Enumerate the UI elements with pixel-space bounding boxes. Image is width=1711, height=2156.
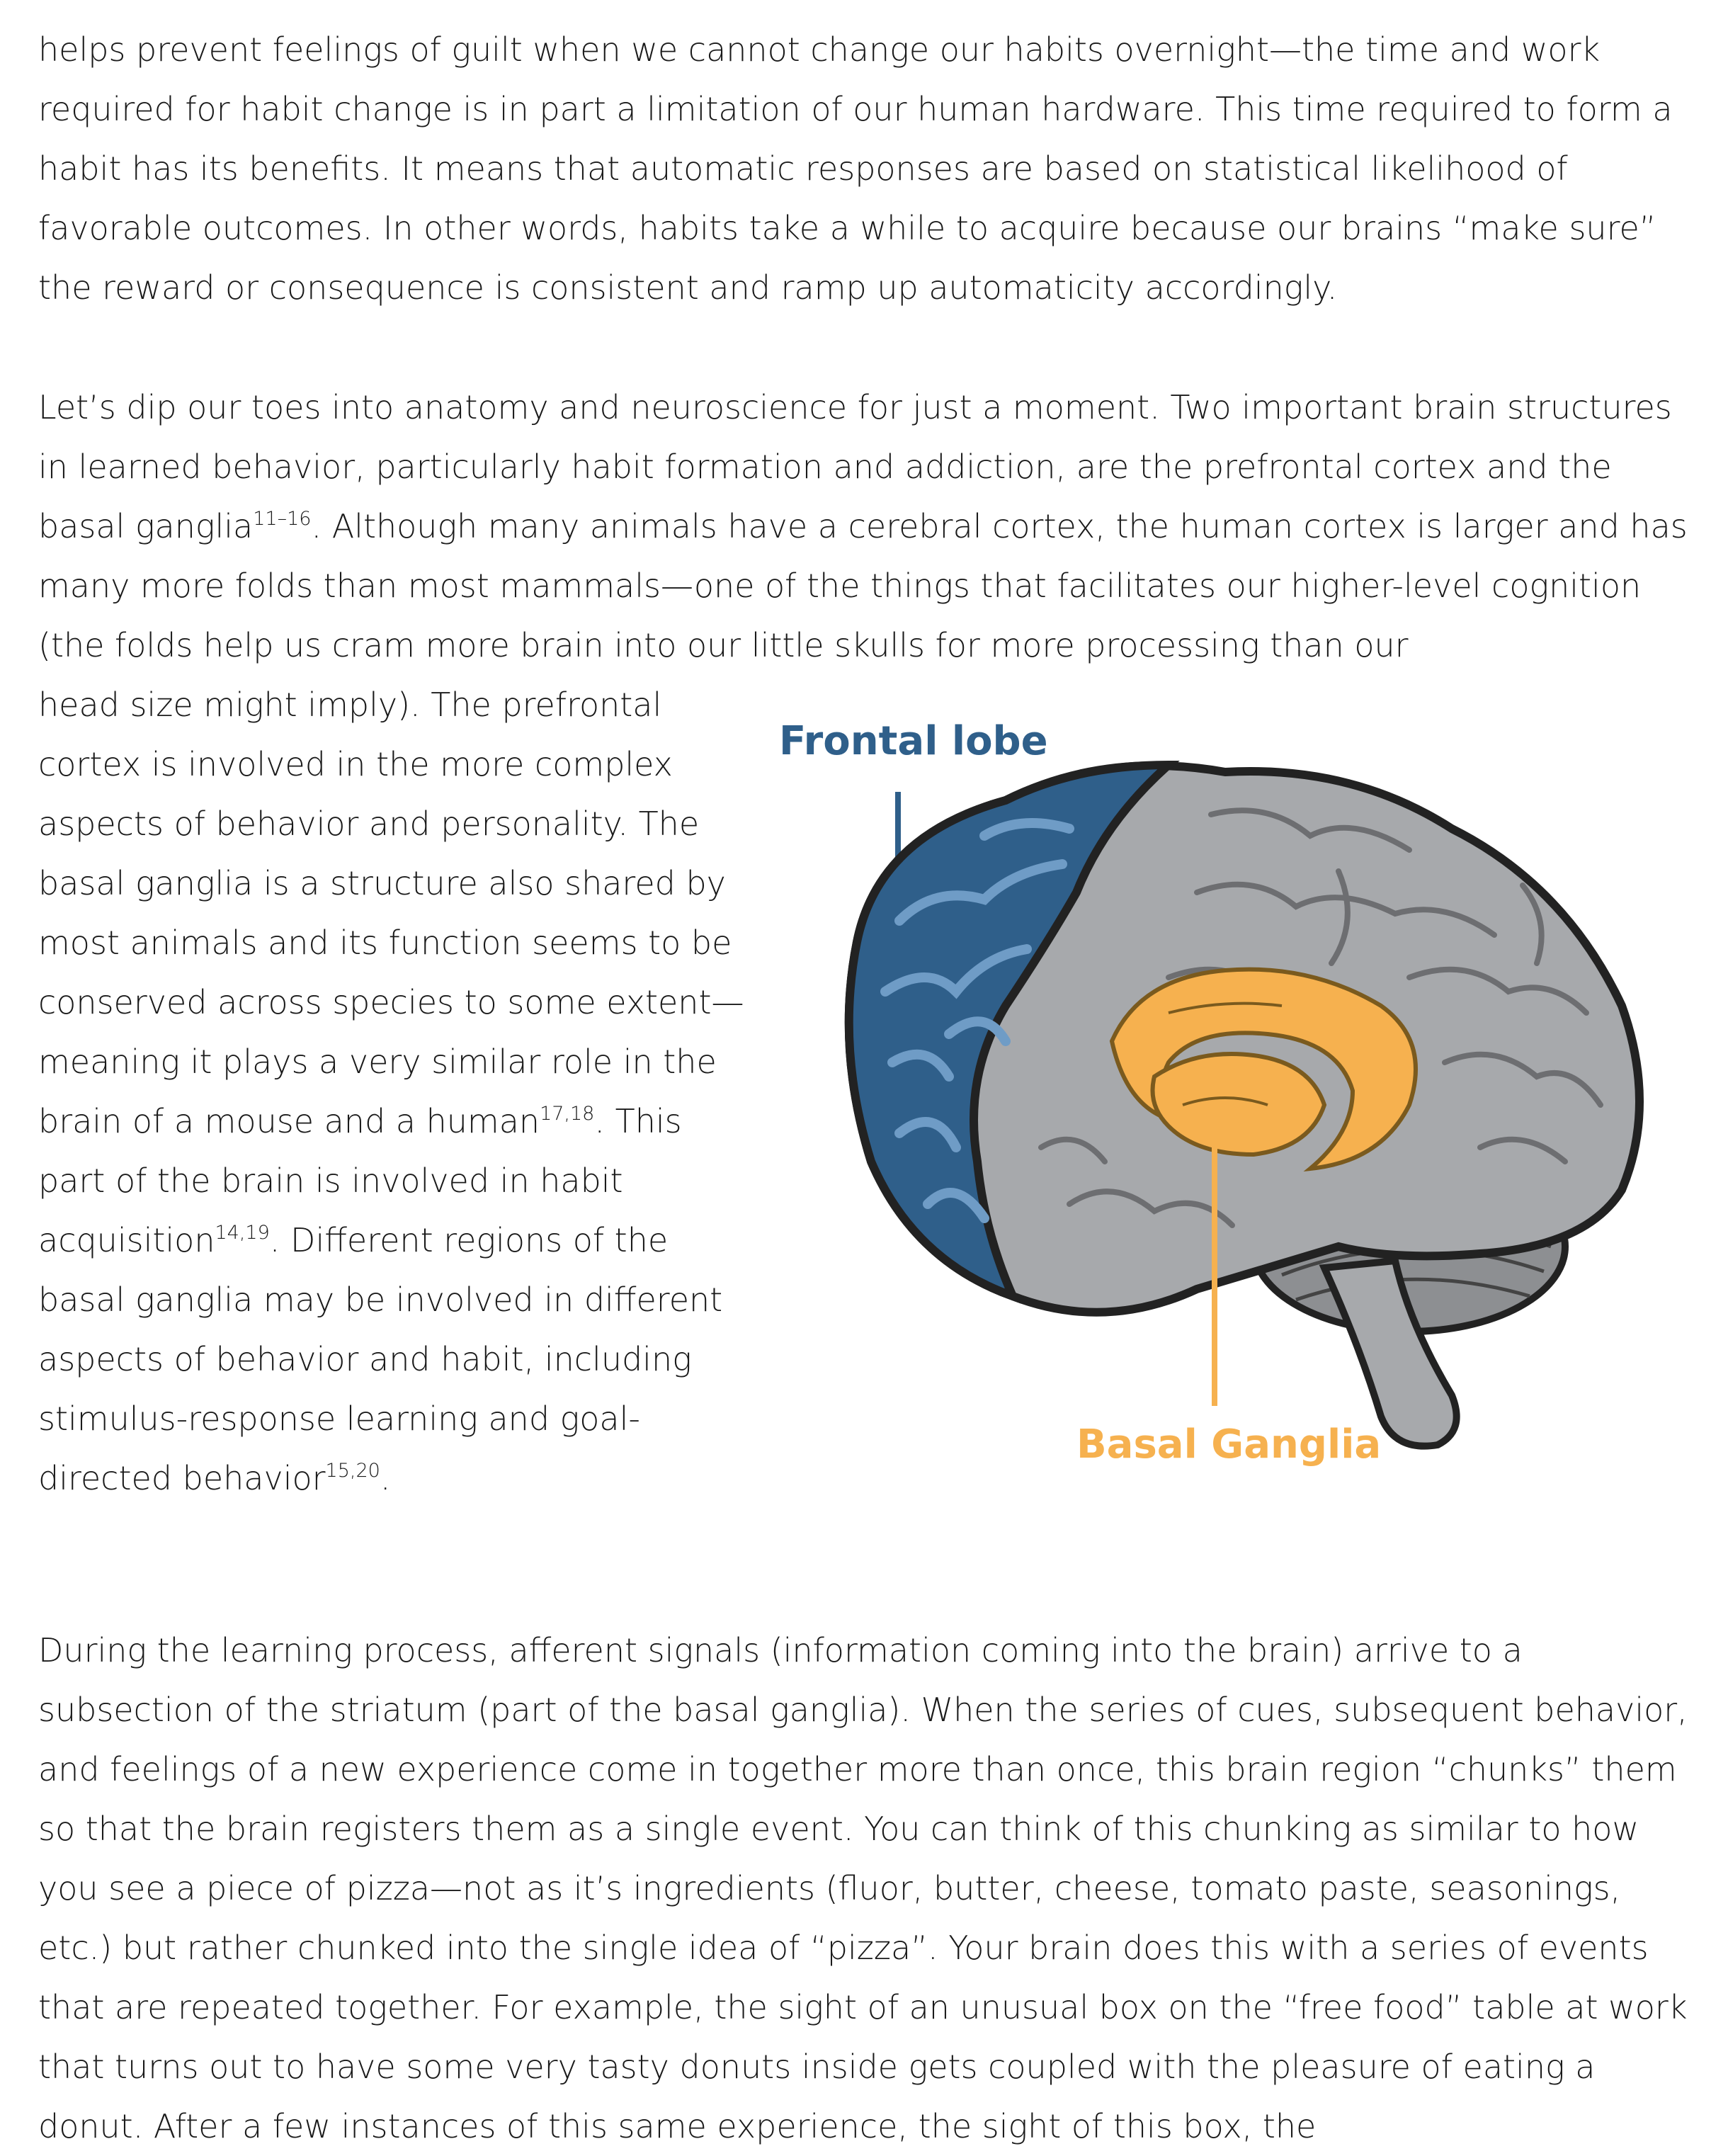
basal-ganglia-label: Basal Ganglia xyxy=(1076,1422,1382,1468)
paragraph-habit-time xyxy=(38,20,1688,317)
paragraph-text: . xyxy=(380,1459,391,1497)
citation-superscript: 15,20 xyxy=(325,1459,380,1482)
paragraph-text: . Different regions of the basal ganglia may be involved in different aspects of behavior and habit, including stimulus-response learning and goal-directed behavior xyxy=(38,1221,723,1497)
paragraph-text: . Although many animals have a cerebral cortex, the human cortex is larger and has many more folds than most mammals—one of the things that facilitates our higher-level cognition (the folds help us cram more brain into our little skulls for more processing than our xyxy=(38,507,1688,664)
citation-superscript: 11–16 xyxy=(253,507,312,530)
brain-illustration xyxy=(772,708,1700,1502)
paragraph-text: Let’s dip our toes into anatomy and neuroscience for just a moment. Two important brain structures in learned behavior, particularly habit formation and addiction, are the prefrontal cortex and the basal ganglia xyxy=(38,388,1672,545)
citation-superscript: 14,19 xyxy=(215,1221,270,1244)
paragraph-text: . This part of the brain is involved in habit acquisition xyxy=(38,1102,682,1259)
paragraph-text: During the learning process, afferent signals (information coming into the brain) arrive to a subsection of the striatum (part of the basal ganglia). When the series of cues, subsequent behavior, and feelings of a new experience come in together more than once, this brain region “chunks” them so that the brain registers them as a single event. You can think of this chunking as similar to how you see a piece of pizza—not as it’s ingredients (fluor, butter, cheese, tomato paste, seasonings, etc.) but rather chunked into the single idea of “pizza”. Your brain does this with a series of events that are repeated together. For example, the sight of an unusual box on the “free food” table at work that turns out to have some very tasty donuts inside gets coupled with the pleasure of eating a donut. After a few instances of this same experience, the sight of this box, the xyxy=(38,1631,1688,2145)
paragraph-anatomy-intro xyxy=(38,378,1688,675)
paragraph-text: helps prevent feelings of guilt when we cannot change our habits overnight—the time and work required for habit change is in part a limitation of our human hardware. This time required to form a habit has its benefits. It means that automatic responses are based on statistical likelihood of favorable outcomes. In other words, habits take a while to acquire because our brains “make sure” the reward or consequence is consistent and ramp up automaticity accordingly. xyxy=(38,30,1673,307)
frontal-lobe-label: Frontal lobe xyxy=(779,718,1048,764)
paragraph-learning-process xyxy=(38,1621,1688,2156)
citation-superscript: 17,18 xyxy=(540,1102,595,1125)
paragraph-wrapped-basal-ganglia xyxy=(38,675,746,1508)
paragraph-text: head size might imply). The prefrontal cortex is involved in the more complex aspects of behavior and personality. The basal ganglia is a structure also shared by most animals and its function seems to be conserved across species to some extent—meaning it plays a very similar role in the brain of a mouse and a human xyxy=(38,686,744,1140)
brain-figure xyxy=(772,708,1700,1502)
